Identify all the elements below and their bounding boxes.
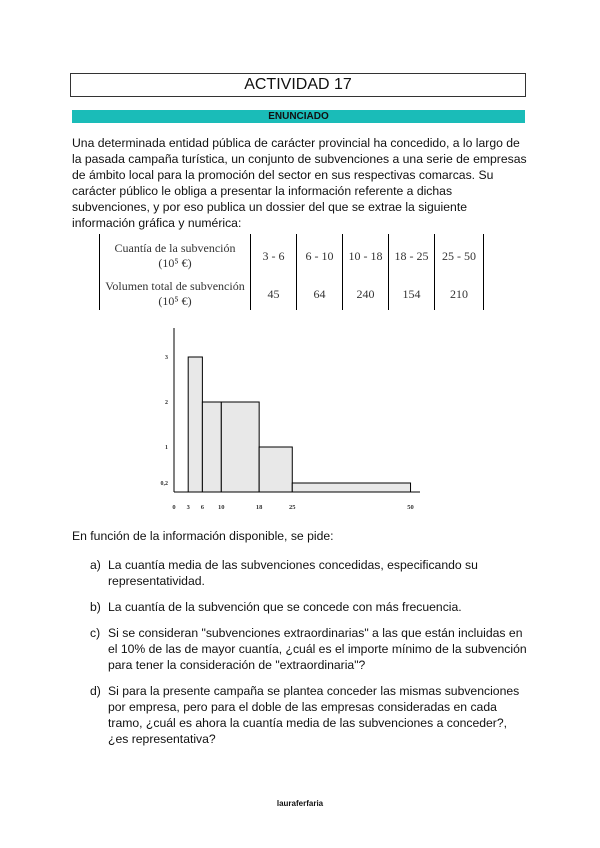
- total-cell: 154: [389, 278, 435, 310]
- item-text: La cuantía media de las subvenciones concedidas, especificando su representatividad.: [108, 558, 478, 588]
- interval-cell: 10 - 18: [343, 234, 389, 278]
- total-cell: 64: [297, 278, 343, 310]
- x-tick-label: 50: [407, 504, 414, 511]
- y-tick-label: 3: [165, 355, 168, 361]
- item-letter: c): [90, 626, 101, 640]
- x-tick-label: 25: [289, 504, 296, 511]
- row-label-text: Volumen total de subvención: [105, 279, 245, 293]
- question-list: [90, 557, 530, 757]
- histogram-bar: [202, 402, 221, 492]
- item-letter: d): [90, 684, 101, 698]
- list-item: [90, 557, 530, 589]
- row-label-unit: (10⁵ €): [158, 294, 192, 308]
- y-tick-label: 0,2: [160, 481, 168, 487]
- interval-cell: 18 - 25: [389, 234, 435, 278]
- data-table: [99, 234, 484, 310]
- interval-cell: 6 - 10: [297, 234, 343, 278]
- page-title: ACTIVIDAD 17: [70, 73, 526, 97]
- histogram-bar: [188, 357, 202, 492]
- histogram-bar: [292, 483, 410, 492]
- x-tick-label: 18: [255, 504, 263, 511]
- histogram-bar: [221, 402, 259, 492]
- intro-paragraph: Una determinada entidad pública de carácter provincial ha concedido, a lo largo de la pasada campaña turística, un conjunto de subvenciones a una serie de empresas de ámbito local para la promoción del sector en sus respectivas comarcas. Su carácter público le obliga a presentar la información referente a dichas subvenciones, y por eso publica un dossier del que se extrae la siguiente información gráfica y numérica:: [72, 136, 527, 230]
- interval-cell: 25 - 50: [435, 234, 484, 278]
- x-tick-label: 6: [200, 504, 205, 511]
- total-cell: 210: [435, 278, 484, 310]
- x-tick-label: 3: [186, 504, 190, 511]
- histogram-bar: [259, 447, 292, 492]
- lead-text: En función de la información disponible, se pide:: [72, 529, 334, 543]
- item-text: La cuantía de la subvención que se concede con más frecuencia.: [108, 600, 462, 614]
- table-row-label: [100, 278, 251, 310]
- table-row-label: [100, 234, 251, 278]
- x-tick-label: 10: [218, 504, 225, 511]
- item-text: Si para la presente campaña se plantea conceder las mismas subvenciones por empresa, pero para el doble de las empresas consideradas en cada tramo, ¿cuál es ahora la cuantía media de las subvenciones a conceder?, ¿es representativa?: [108, 684, 520, 746]
- table-row: [100, 278, 484, 310]
- histogram-chart: [150, 326, 425, 518]
- y-tick-label: 1: [165, 445, 168, 451]
- total-cell: 45: [251, 278, 297, 310]
- row-label-text: Cuantía de la subvención: [114, 241, 236, 255]
- footer-credit: lauraferfaria: [276, 799, 324, 808]
- section-band: ENUNCIADO: [72, 110, 525, 123]
- list-item: [90, 599, 530, 615]
- y-tick-label: 2: [165, 400, 168, 406]
- total-cell: 240: [343, 278, 389, 310]
- item-letter: b): [90, 600, 101, 614]
- item-letter: a): [90, 558, 101, 572]
- row-label-unit: (10⁵ €): [158, 256, 192, 270]
- table-row: [100, 234, 484, 278]
- x-tick-label: 0: [172, 504, 176, 511]
- item-text: Si se consideran "subvenciones extraordinarias" a las que están incluidas en el 10% de las de mayor cuantía, ¿cuál es el importe mínimo de la subvención para tener la consideración de "extraordinaria"?: [108, 626, 527, 672]
- list-item: [90, 683, 530, 747]
- interval-cell: 3 - 6: [251, 234, 297, 278]
- list-item: [90, 625, 530, 673]
